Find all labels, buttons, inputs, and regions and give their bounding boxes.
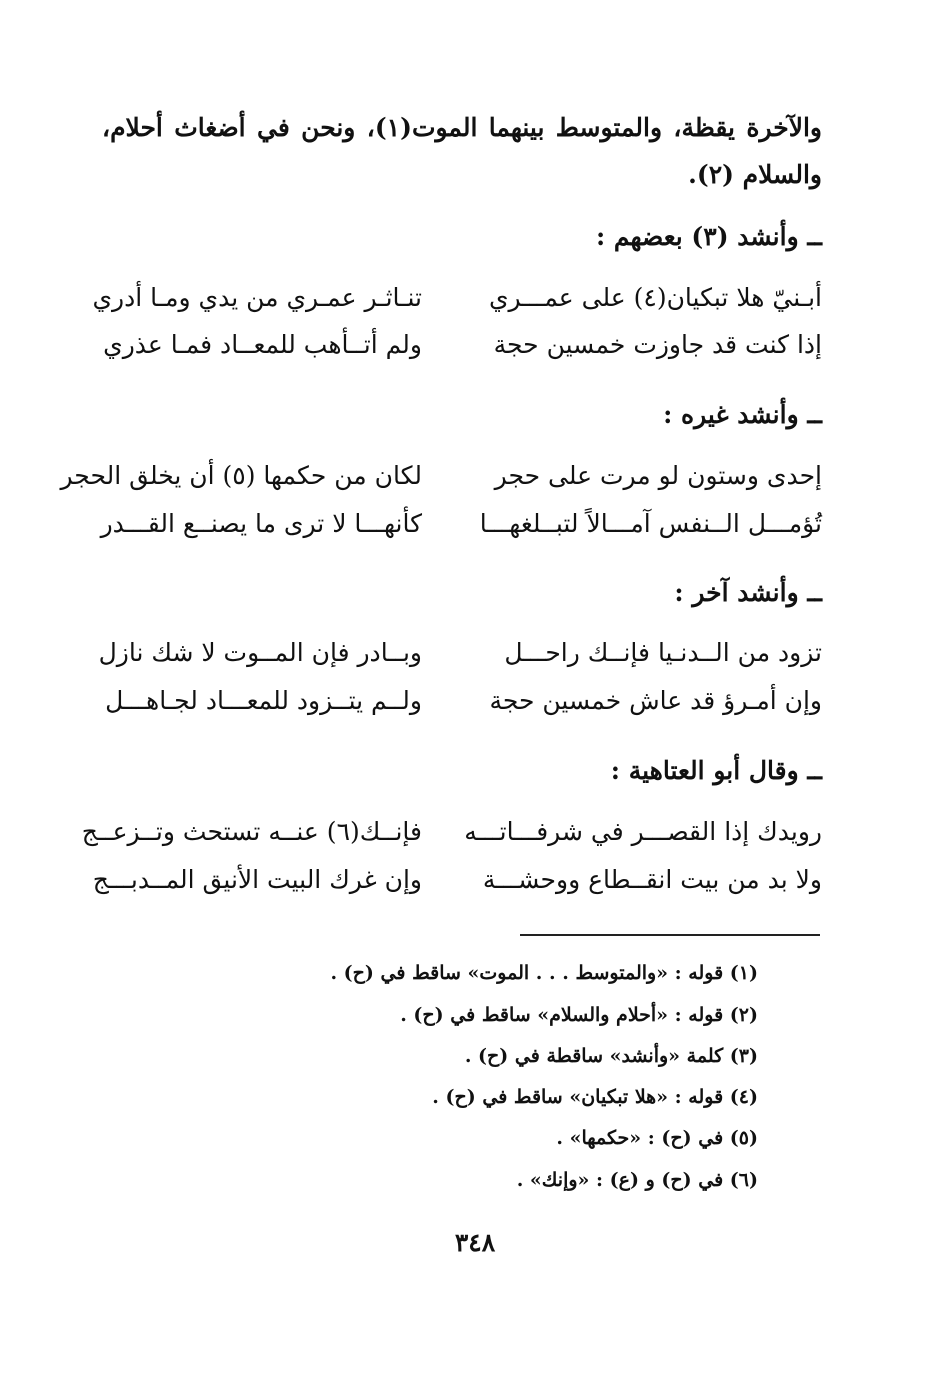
verse-first-hemistich: وإن أمـرؤ قد عاش خمسين حجة xyxy=(489,686,822,715)
body-paragraph: والآخرة يقظة، والمتوسط بينهما الموت(١)، ونحن في أضغاث أحلام، والسلام (٢). xyxy=(102,113,823,189)
footnote: (٥) في (ح) : «حكمها» . xyxy=(556,1127,758,1149)
footnote: (٦) في (ح) و (ع) : «وإنك» . xyxy=(516,1169,758,1191)
verse-second-hemistich: ولم أتــأهب للمعــاد فمـا عذري xyxy=(103,330,422,359)
section-heading: ــ وأنشد آخر : xyxy=(674,578,822,607)
verse-second-hemistich: تنـاثـر عمـري من يدي ومـا أدري xyxy=(92,283,422,312)
footnote: (١) قوله : «والمتوسط . . . الموت» ساقط في (ح) . xyxy=(330,962,758,984)
verse-first-hemistich: ولا بد من بيت انقــطاع ووحشـــة xyxy=(482,865,822,894)
verse-first-hemistich: إحدى وستون لو مرت على حجر xyxy=(494,461,822,490)
footnote: (٢) قوله : «أحلام والسلام» ساقط في (ح) . xyxy=(400,1004,758,1026)
verse-second-hemistich: لكان من حكمها (٥) أن يخلق الحجر xyxy=(60,461,422,490)
footnote: (٤) قوله : «هلا تبكيان» ساقط في (ح) . xyxy=(432,1086,758,1108)
verse-second-hemistich: وبــادر فإن المــوت لا شك نازل xyxy=(98,638,422,667)
verse-second-hemistich: فإنــك(٦) عنــه تستحث وتــزعــج xyxy=(81,817,422,846)
verse-second-hemistich: كأنهـــا لا ترى ما يصنــع القـــدر xyxy=(100,509,422,538)
page-number: ٣٤٨ xyxy=(454,1228,496,1257)
verse-second-hemistich: ولــم يتــزود للمعـــاد لجـاهـــل xyxy=(105,686,422,715)
verse-first-hemistich: تزود من الــدنـيا فإنــك راحـــل xyxy=(504,638,822,667)
verse-second-hemistich: وإن غرك البيت الأنيق المــدبـــج xyxy=(92,865,422,894)
section-heading: ــ وأنشد (٣) بعضهم : xyxy=(595,222,822,251)
verse-first-hemistich: إذا كنت قد جاوزت خمسين حجة xyxy=(493,330,822,359)
footnote: (٣) كلمة «وأنشد» ساقطة في (ح) . xyxy=(464,1045,758,1067)
footnote-divider xyxy=(520,934,820,936)
section-heading: ــ وأنشد غيره : xyxy=(663,400,822,429)
section-heading: ــ وقال أبو العتاهية : xyxy=(610,756,822,785)
verse-first-hemistich: تُؤمـــل الــنفس آمـــالاً لتبــلغهـــا xyxy=(479,509,822,538)
verse-first-hemistich: رويدك إذا القصـــر في شرفـــاتـــه xyxy=(464,817,822,846)
verse-first-hemistich: أبـنيّ هلا تبكيان(٤) على عمـــري xyxy=(488,283,822,312)
